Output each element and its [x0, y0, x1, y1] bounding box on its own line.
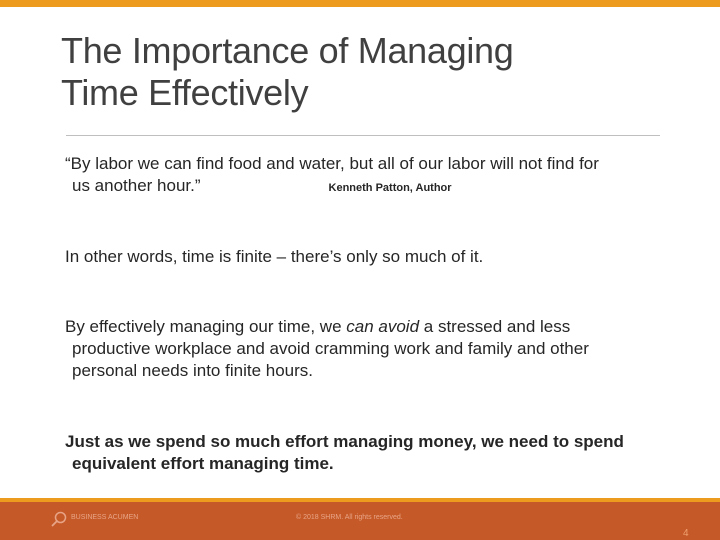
slide-title-line-2: Time Effectively [61, 72, 309, 113]
para4-line-1: Just as we spend so much effort managing money, we need to spend [65, 432, 624, 451]
managing-time-paragraph [65, 316, 675, 382]
magnifier-icon [50, 510, 68, 528]
para3-line-3: personal needs into finite hours. [72, 361, 313, 380]
footer-copyright: © 2018 SHRM. All rights reserved. [296, 514, 403, 521]
quote-line-2-wrap [65, 175, 675, 199]
quote-line-2: us another hour.” [72, 176, 201, 195]
quote-paragraph [65, 153, 675, 199]
effort-paragraph [65, 431, 675, 475]
slide-title [61, 30, 661, 114]
para3-line-2: productive workplace and avoid cramming work and family and other [72, 339, 589, 358]
para3-emphasis: can avoid [346, 317, 420, 336]
para4-line-2: equivalent effort managing time. [72, 454, 334, 473]
slide-footer [0, 498, 720, 540]
quote-attribution: Kenneth Patton, Author [328, 182, 452, 194]
quote-line-1: “By labor we can find food and water, but all of our labor will not find for [65, 154, 599, 173]
finite-time-paragraph: In other words, time is finite – there’s only so much of it. [65, 247, 484, 266]
title-divider [66, 135, 660, 136]
para3-text-a: By effectively managing our time, we [65, 317, 347, 336]
page-number: 4 [683, 528, 689, 539]
para3-text-b: a stressed and less [419, 317, 571, 336]
footer-brand-text: BUSINESS ACUMEN [71, 514, 139, 521]
slide-title-line-1: The Importance of Managing [61, 30, 514, 71]
top-accent-bar [0, 0, 720, 7]
